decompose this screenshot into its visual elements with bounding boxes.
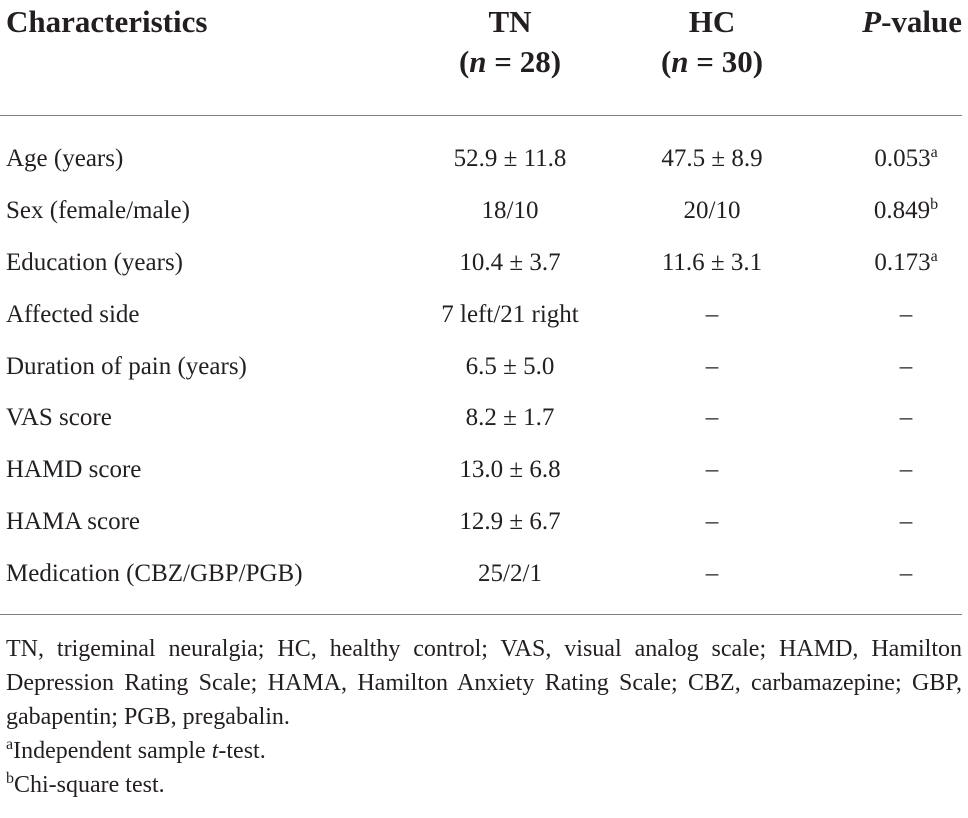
p-value-number: – <box>899 300 913 328</box>
header-hc-n-value: = 30) <box>688 44 764 79</box>
p-value <box>806 133 968 185</box>
p-value <box>806 185 968 237</box>
p-value <box>806 237 968 289</box>
p-value <box>806 392 968 444</box>
footnote-a-tail: -test. <box>218 738 266 764</box>
p-value-number: 0.173 <box>874 248 931 276</box>
hc-value: – <box>705 508 719 536</box>
table-row <box>0 496 968 548</box>
abbreviations-note: TN, trigeminal neuralgia; HC, healthy control; VAS, visual analog scale; HAMD, Hamilton Depression Rating Scale; HAMA, Hamilton Anxiety Rating Scale; CBZ, carbamazepine; GBP, gabapentin; PGB, pregabalin. <box>6 636 962 730</box>
footnote-b <box>6 768 962 802</box>
tn-value: 13.0 ± 6.8 <box>459 456 561 484</box>
tn-value: 12.9 ± 6.7 <box>459 508 561 536</box>
row-label: HAMD score <box>6 456 142 484</box>
row-label: HAMA score <box>6 508 141 536</box>
row-label: Duration of pain (years) <box>6 352 247 380</box>
tn-value: 6.5 ± 5.0 <box>465 352 555 380</box>
tn-value: 8.2 ± 1.7 <box>465 404 555 432</box>
tn-value: 52.9 ± 11.8 <box>453 145 567 172</box>
header-hc <box>612 2 812 82</box>
table-row <box>0 392 968 444</box>
p-value-footnote-mark: b <box>930 195 939 213</box>
footnote-b-text: Chi-square test. <box>14 772 165 798</box>
row-label: Medication (CBZ/GBP/PGB) <box>6 560 303 588</box>
header-tn-n-value: = 28) <box>486 44 562 79</box>
header-tn-n-symbol: n <box>469 44 487 79</box>
p-value-number: – <box>899 352 913 380</box>
header-p-letter: P <box>862 4 882 39</box>
row-label: Sex (female/male) <box>6 196 190 224</box>
p-value-number: – <box>899 508 913 536</box>
footnote-a-italic: t <box>211 738 219 764</box>
footnote-a-text: Independent sample <box>13 738 212 764</box>
p-value <box>806 341 968 393</box>
p-value-number: 0.053 <box>874 145 931 172</box>
header-hc-label: HC <box>688 4 736 39</box>
header-tn-n: (n = 28) <box>458 44 562 79</box>
table-bottom-divider <box>0 614 962 615</box>
header-hc-n-symbol: n <box>671 44 689 79</box>
header-tn <box>410 2 610 82</box>
table-header <box>0 0 968 110</box>
table-row <box>0 444 968 496</box>
hc-value: – <box>705 404 719 432</box>
footnote-b-mark: b <box>6 770 14 787</box>
hc-value: 20/10 <box>683 196 741 224</box>
table-row <box>0 133 968 185</box>
row-label: Education (years) <box>6 248 184 276</box>
p-value <box>806 496 968 548</box>
tn-value: 18/10 <box>481 196 539 224</box>
p-value-footnote-mark: a <box>930 144 938 161</box>
table-body <box>0 133 968 600</box>
hc-value: – <box>705 300 719 328</box>
header-hc-n: (n = 30) <box>660 44 764 79</box>
tn-value: 10.4 ± 3.7 <box>459 248 561 276</box>
p-value <box>806 444 968 496</box>
p-value <box>806 289 968 341</box>
row-label: Affected side <box>6 300 140 328</box>
tn-value: 7 left/21 right <box>441 300 579 328</box>
p-value-number: – <box>899 456 913 484</box>
table-row <box>0 548 968 600</box>
footnote-a-mark: a <box>6 736 14 753</box>
table-notes <box>6 632 962 802</box>
hc-value: – <box>705 560 719 588</box>
hc-value: – <box>705 456 719 484</box>
header-p-suffix: -value <box>881 4 962 39</box>
header-p-value <box>862 2 962 42</box>
p-value-number: – <box>899 560 913 588</box>
p-value-number: 0.849 <box>873 196 931 224</box>
p-value-number: – <box>899 404 913 432</box>
row-label: VAS score <box>6 404 112 432</box>
table-row <box>0 237 968 289</box>
tn-value: 25/2/1 <box>478 560 542 588</box>
hc-value: 11.6 ± 3.1 <box>661 248 763 276</box>
table-row <box>0 185 968 237</box>
p-value-footnote-mark: a <box>930 247 938 265</box>
table-row <box>0 289 968 341</box>
footnote-a <box>6 734 962 768</box>
header-divider <box>0 115 962 116</box>
row-label: Age (years) <box>6 145 124 172</box>
hc-value: 47.5 ± 8.9 <box>661 145 763 172</box>
hc-value: – <box>705 352 719 380</box>
header-characteristics: Characteristics <box>6 4 208 39</box>
header-tn-label: TN <box>488 4 532 39</box>
p-value <box>806 548 968 600</box>
table-row <box>0 341 968 393</box>
